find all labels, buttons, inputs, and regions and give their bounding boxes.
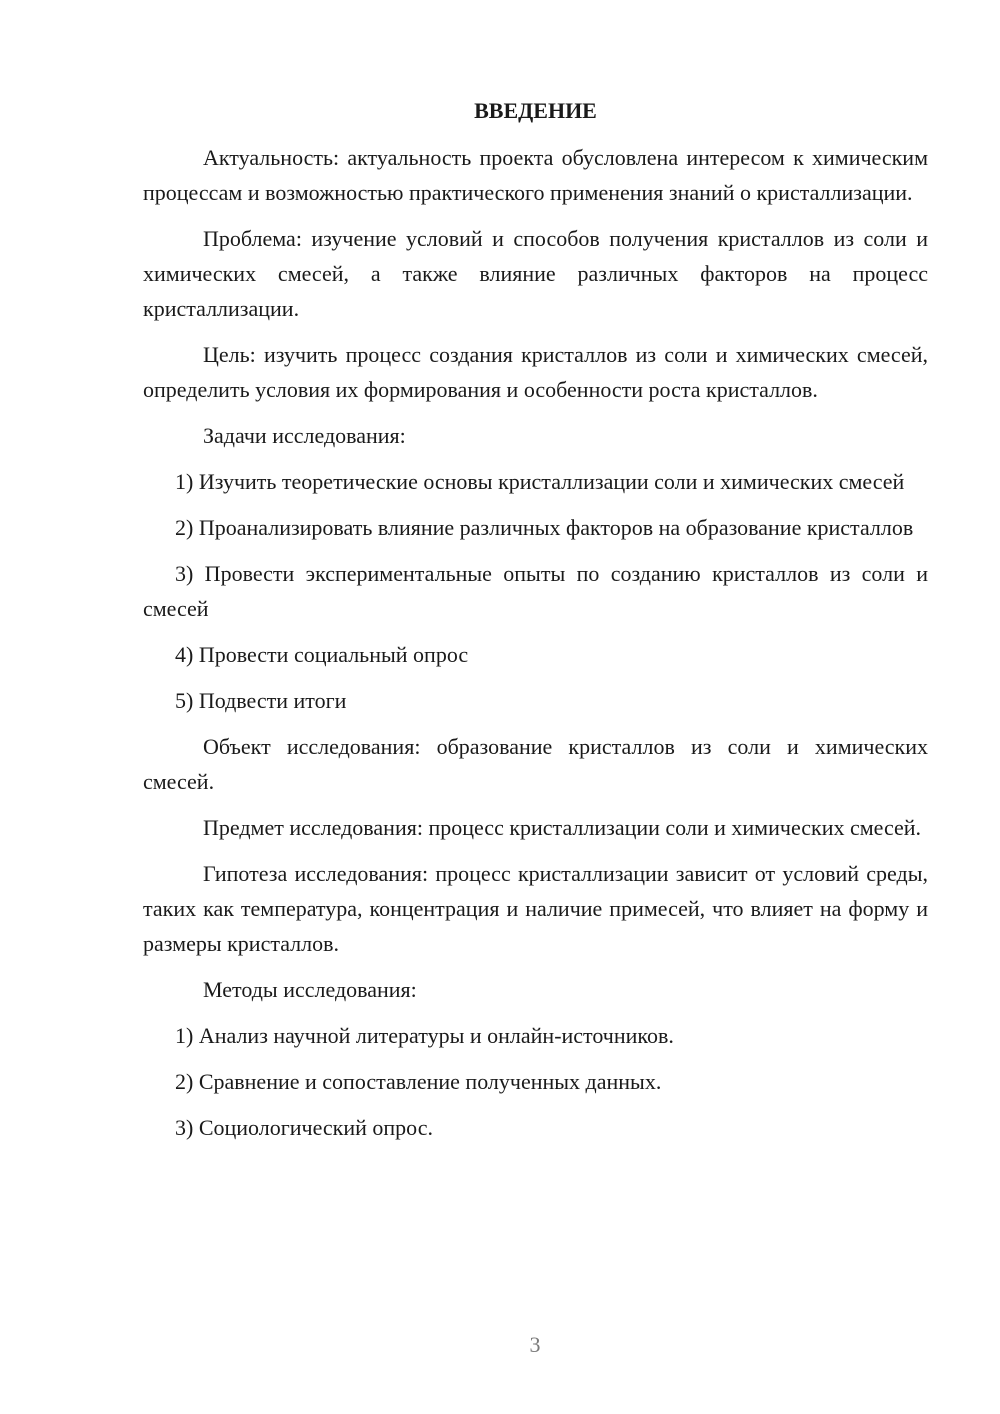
task-item: 2) Проанализировать влияние различных факторов на образование кристаллов [175, 515, 914, 540]
methods-heading: Методы исследования: [203, 977, 417, 1002]
document-page [143, 94, 928, 1156]
relevance-paragraph: Актуальность: актуальность проекта обусловлена интересом к химическим процессам и возможностью практического применения знаний о кристаллизации. [143, 145, 928, 205]
page-number: 3 [529, 1332, 541, 1357]
problem-paragraph: Проблема: изучение условий и способов получения кристаллов из соли и химических смесей, а также влияние различных факторов на процесс кристаллизации. [143, 226, 928, 321]
subject-paragraph: Предмет исследования: процесс кристаллизации соли и химических смесей. [203, 815, 922, 840]
task-item: 4) Провести социальный опрос [175, 642, 469, 667]
task-item: 3) Провести экспериментальные опыты по созданию кристаллов из соли и смесей [143, 561, 928, 621]
hypothesis-paragraph: Гипотеза исследования: процесс кристаллизации зависит от условий среды, таких как температура, концентрация и наличие примесей, что влияет на форму и размеры кристаллов. [143, 861, 928, 956]
object-paragraph: Объект исследования: образование кристаллов из соли и химических смесей. [143, 734, 928, 794]
task-item: 5) Подвести итоги [175, 688, 347, 713]
method-item: 3) Социологический опрос. [175, 1115, 433, 1140]
task-item: 1) Изучить теоретические основы кристаллизации соли и химических смесей [175, 469, 905, 494]
tasks-heading: Задачи исследования: [203, 423, 406, 448]
method-item: 2) Сравнение и сопоставление полученных данных. [175, 1069, 662, 1094]
goal-paragraph: Цель: изучить процесс создания кристаллов из соли и химических смесей, определить условия их формирования и особенности роста кристаллов. [143, 342, 928, 402]
page-title: ВВЕДЕНИЕ [474, 98, 597, 123]
method-item: 1) Анализ научной литературы и онлайн-источников. [175, 1023, 674, 1048]
